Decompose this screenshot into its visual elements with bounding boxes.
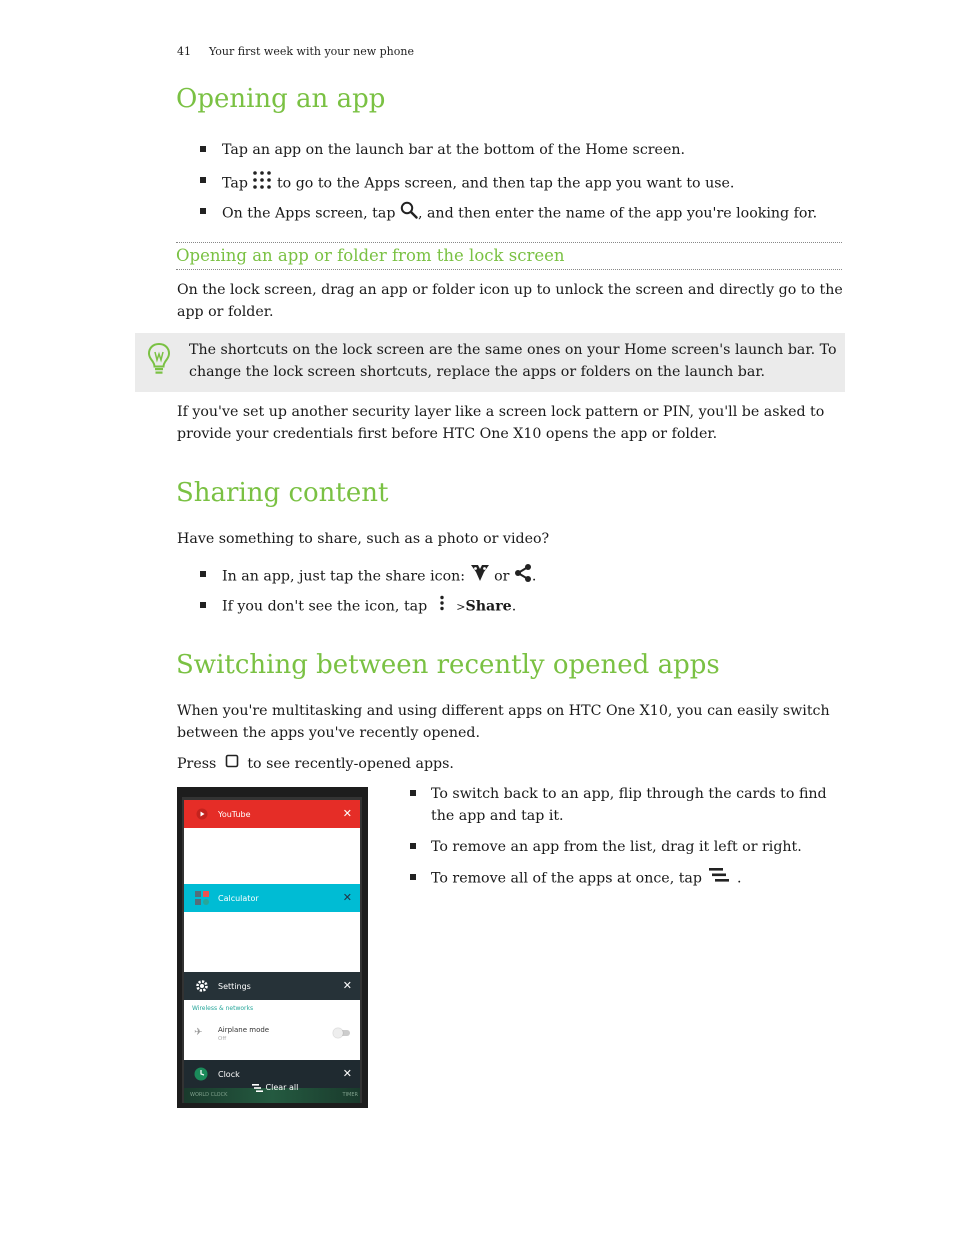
app-card-settings[interactable] xyxy=(184,972,360,1060)
app-card-calculator[interactable] xyxy=(184,884,360,972)
close-icon[interactable]: ✕ xyxy=(342,807,352,820)
bullet-text: or xyxy=(494,568,510,585)
bullet-marker xyxy=(200,146,206,152)
recent-apps-icon xyxy=(225,753,239,775)
bullet-text: If you don't see the icon, tap xyxy=(222,598,428,615)
divider xyxy=(176,242,842,243)
card-title: Clock xyxy=(218,1070,240,1079)
card-header xyxy=(184,972,360,1000)
app-card-clock[interactable] xyxy=(184,1060,360,1103)
lightbulb-icon xyxy=(147,342,171,380)
clock-icon xyxy=(194,1067,208,1083)
bullet-text: To remove all of the apps at once, tap xyxy=(431,870,702,887)
settings-section-label: Wireless & networks xyxy=(192,1005,254,1012)
bullet-text: Tap an app on the launch bar at the bottom of the Home screen. xyxy=(222,142,685,158)
apps-grid-icon xyxy=(252,170,272,197)
close-icon[interactable]: ✕ xyxy=(342,1067,352,1080)
bullet-item xyxy=(222,564,536,589)
clear-all-icon xyxy=(708,867,730,890)
card-header xyxy=(184,800,360,828)
bullet-item xyxy=(222,170,734,197)
card-title: Settings xyxy=(218,982,251,991)
tab-world-clock: WORLD CLOCK xyxy=(190,1092,228,1098)
paragraph: If you've set up another security layer like a screen lock pattern or PIN, you'll be asked to provide your credentials first before HTC One X10 opens the app or folder. xyxy=(177,404,825,442)
recent-apps-screen xyxy=(182,797,362,1103)
airplane-mode-state: Off xyxy=(218,1036,227,1042)
bullet-item xyxy=(431,867,742,890)
bullet-text: In an app, just tap the share icon: xyxy=(222,568,466,585)
heading-switching-apps: Switching between recently opened apps xyxy=(176,650,720,680)
card-content xyxy=(184,828,360,884)
heading-sharing-content: Sharing content xyxy=(176,478,389,508)
close-icon[interactable]: ✕ xyxy=(342,979,352,992)
card-content xyxy=(184,912,360,972)
clear-all-icon xyxy=(252,1084,263,1092)
page-number: 41 xyxy=(177,45,191,58)
instruction-text: Press xyxy=(177,756,217,772)
youtube-icon xyxy=(196,808,208,822)
airplane-mode-label: Airplane mode xyxy=(218,1026,270,1034)
bullet-text: , and then enter the name of the app you're looking for. xyxy=(417,205,818,222)
airplane-toggle[interactable] xyxy=(334,1030,350,1036)
bullet-item xyxy=(431,836,802,858)
instruction-text: to see recently-opened apps. xyxy=(247,756,454,772)
bullet-text: to go to the Apps screen, and then tap the app you want to use. xyxy=(276,175,735,192)
card-title: Calculator xyxy=(218,894,259,903)
calculator-icon xyxy=(195,891,209,907)
paragraph: Have something to share, such as a photo or video? xyxy=(177,531,550,547)
bullet-marker xyxy=(410,843,416,849)
recent-apps-screenshot xyxy=(177,787,368,1108)
heading-opening-an-app: Opening an app xyxy=(176,84,386,114)
bullet-text: Tap xyxy=(222,175,248,192)
tip-text: The shortcuts on the lock screen are the same ones on your Home screen's launch bar. To change the lock screen shortcuts, replace the apps or folders on the launch bar. xyxy=(189,342,837,380)
more-vert-icon xyxy=(438,595,446,618)
share-menu-label: Share xyxy=(465,598,512,615)
bullet-text: . xyxy=(511,598,517,615)
search-icon xyxy=(400,201,418,226)
bullet-marker xyxy=(200,602,206,608)
bullet-marker xyxy=(410,874,416,880)
paragraph: When you're multitasking and using different apps on HTC One X10, you can easily switch between the apps you've recently opened. xyxy=(177,703,830,741)
bullet-marker xyxy=(200,177,206,183)
bullet-marker xyxy=(200,571,206,577)
menu-separator: > xyxy=(456,600,466,614)
paragraph: On the lock screen, drag an app or folder icon up to unlock the screen and directly go to the app or folder. xyxy=(177,282,843,320)
bullet-item xyxy=(222,595,516,619)
share-icon xyxy=(470,564,490,589)
bullet-text: On the Apps screen, tap xyxy=(222,205,396,222)
toggle-thumb xyxy=(333,1028,343,1038)
bullet-text: . xyxy=(737,870,742,887)
card-title: YouTube xyxy=(218,810,251,819)
bullet-item xyxy=(222,201,817,226)
bullet-text: To remove an app from the list, drag it left or right. xyxy=(431,839,802,855)
gear-icon xyxy=(195,979,209,997)
airplane-icon: ✈ xyxy=(194,1027,203,1038)
subheading-lock-screen: Opening an app or folder from the lock screen xyxy=(176,246,565,265)
close-icon[interactable]: ✕ xyxy=(342,891,352,904)
clear-all-label: Clear all xyxy=(265,1083,299,1092)
card-content xyxy=(184,1000,360,1060)
bullet-item xyxy=(431,783,841,827)
bullet-item xyxy=(222,139,685,161)
share-alt-icon xyxy=(514,564,532,589)
app-card-youtube[interactable] xyxy=(184,800,360,884)
card-header xyxy=(184,884,360,912)
press-instruction xyxy=(177,753,454,775)
bullet-text: . xyxy=(531,568,537,585)
tab-timer: TIMER xyxy=(342,1092,358,1098)
clear-all-button[interactable] xyxy=(252,1083,298,1092)
bullet-marker xyxy=(200,208,206,214)
bullet-marker xyxy=(410,790,416,796)
bullet-text: To switch back to an app, flip through the cards to find the app and tap it. xyxy=(431,786,827,824)
chapter-title: Your first week with your new phone xyxy=(209,45,414,58)
divider xyxy=(176,269,842,270)
